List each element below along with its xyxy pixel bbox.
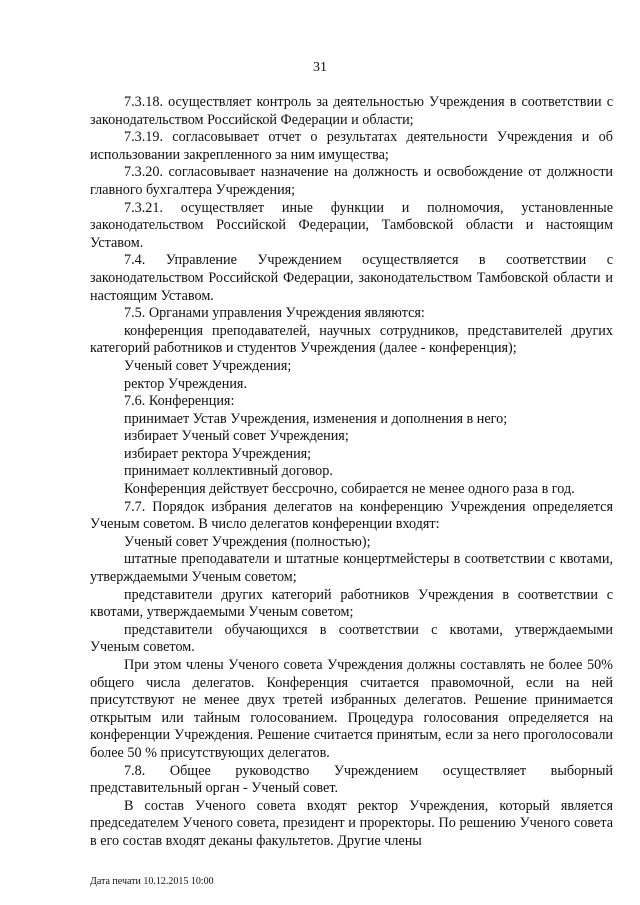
list-item-conference: конференция преподавателей, научных сотрудников, представителей других категорий работников и студентов Учреждения (далее - конференция);	[90, 322, 613, 357]
paragraph-7-3-18: 7.3.18. осуществляет контроль за деятельностью Учреждения в соответствии с законодательством Российской Федерации и области;	[90, 94, 613, 128]
paragraph-7-8: 7.8. Общее руководство Учреждением осуществляет выборный представительный орган - Ученый совет.	[90, 762, 613, 797]
paragraph-7-5: 7.5. Органами управления Учреждения являются:	[124, 305, 425, 322]
document-body	[90, 94, 613, 851]
print-date-footer: Дата печати 10.12.2015 10:00	[90, 876, 214, 887]
paragraph-conference-term: Конференция действует бессрочно, собирается не менее одного раза в год.	[124, 481, 575, 498]
list-item-students: представители обучающихся в соответствии с квотами, утверждаемыми Ученым советом.	[90, 621, 613, 656]
paragraph-7-3-20: 7.3.20. согласовывает назначение на должность и освобождение от должности главного бухгалтера Учреждения;	[90, 164, 613, 198]
list-item-elect-council: избирает Ученый совет Учреждения;	[124, 428, 349, 445]
paragraph-7-7: 7.7. Порядок избрания делегатов на конференцию Учреждения определяется Ученым советом. В число делегатов конференции входят:	[90, 498, 613, 533]
paragraph-7-3-21: 7.3.21. осуществляет иные функции и полномочия, установленные законодательством Российской Федерации, Тамбовской области и настоящим Уставом.	[90, 199, 613, 251]
page-number: 31	[313, 60, 327, 75]
list-item-elect-rector: избирает ректора Учреждения;	[124, 445, 312, 462]
list-item-rector: ректор Учреждения.	[124, 375, 247, 392]
paragraph-council-composition: В состав Ученого совета входят ректор Учреждения, который является председателем Ученого совета, президент и проректоры. По решению Ученого совета в его состав входят деканы факультетов. Другие члены	[90, 797, 613, 849]
list-item-teachers: штатные преподаватели и штатные концертмейстеры в соответствии с квотами, утверждаемыми Ученым советом;	[90, 551, 613, 586]
paragraph-7-4: 7.4. Управление Учреждением осуществляется в соответствии с законодательством Российской Федерации, законодательством Тамбовской области и настоящим Уставом.	[90, 252, 613, 304]
list-item-other-staff: представители других категорий работников Учреждения в соответствии с квотами, утверждаемыми Ученым советом;	[90, 586, 613, 621]
paragraph-quorum: При этом члены Ученого совета Учреждения должны составлять не более 50% общего числа делегатов. Конференция считается правомочной, если на ней присутствуют не менее двух третей избранных делегатов. Решение принимается открытым или тайным голосованием. Процедура голосования определяется на конференции Учреждения. Решение считается принятым, если за него проголосовали более 50 % присутствующих делегатов.	[90, 657, 613, 761]
list-item-agreement: принимает коллективный договор.	[124, 463, 333, 480]
paragraph-7-3-19: 7.3.19. согласовывает отчет о результатах деятельности Учреждения и об использовании закрепленного за ним имущества;	[90, 129, 613, 163]
list-item-academic-council: Ученый совет Учреждения;	[124, 357, 292, 374]
paragraph-7-6: 7.6. Конференция:	[124, 393, 235, 410]
list-item-council-full: Ученый совет Учреждения (полностью);	[124, 533, 371, 550]
list-item-charter: принимает Устав Учреждения, изменения и дополнения в него;	[124, 410, 508, 427]
